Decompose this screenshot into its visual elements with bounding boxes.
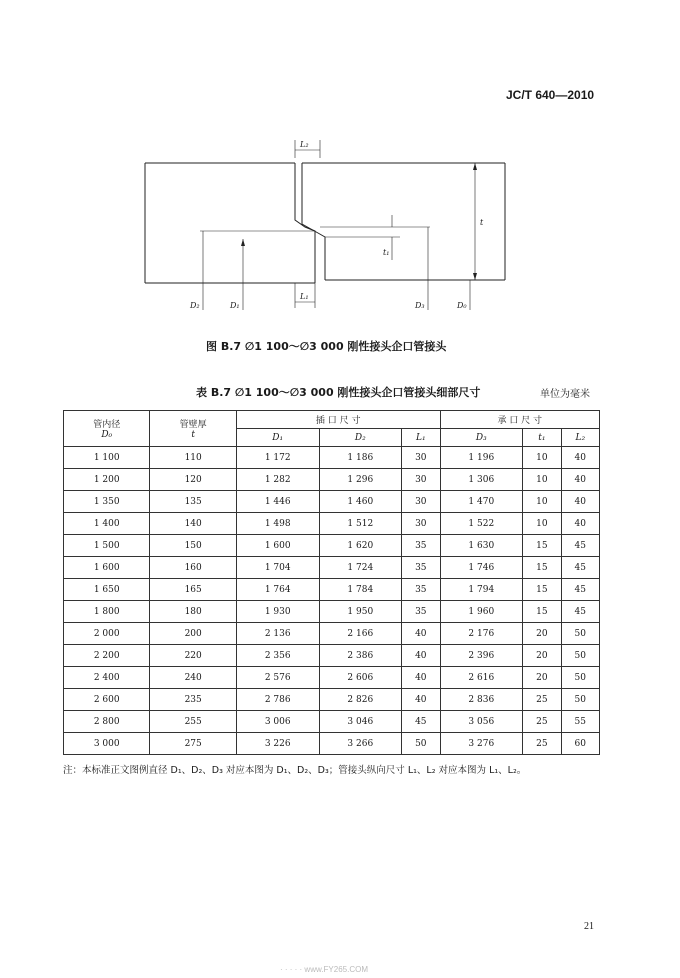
- table-row: [64, 667, 600, 689]
- table-cell: 60: [561, 733, 599, 755]
- table-cell: 15: [523, 557, 561, 579]
- table-cell: 1 350: [64, 491, 150, 513]
- unit-label: 单位为毫米: [540, 389, 590, 400]
- table-cell: 3 000: [64, 733, 150, 755]
- header-d1: D₁: [236, 429, 319, 447]
- table-cell: 30: [402, 469, 440, 491]
- header-t1: t₁: [523, 429, 561, 447]
- table-cell: 1 600: [64, 557, 150, 579]
- header-inner-diameter: 管内径 D₀: [64, 411, 150, 447]
- table-row: [64, 491, 600, 513]
- table-cell: 1 800: [64, 601, 150, 623]
- table-cell: 50: [402, 733, 440, 755]
- socket-profile: [302, 163, 325, 280]
- table-cell: 200: [150, 623, 236, 645]
- table-row: [64, 645, 600, 667]
- table-cell: 40: [402, 645, 440, 667]
- table-row: [64, 623, 600, 645]
- table-cell: 135: [150, 491, 236, 513]
- table-cell: 10: [523, 491, 561, 513]
- table-cell: 2 576: [236, 667, 319, 689]
- table-cell: 1 306: [440, 469, 523, 491]
- page-number: 21: [584, 921, 594, 932]
- table-cell: 2 616: [440, 667, 523, 689]
- table-cell: 255: [150, 711, 236, 733]
- spigot-profile: [295, 163, 315, 283]
- table-cell: 30: [402, 513, 440, 535]
- table-cell: 1 500: [64, 535, 150, 557]
- table-cell: 1 498: [236, 513, 319, 535]
- table-cell: 1 930: [236, 601, 319, 623]
- table-cell: 120: [150, 469, 236, 491]
- table-cell: 1 746: [440, 557, 523, 579]
- table-cell: 2 600: [64, 689, 150, 711]
- table-cell: 50: [561, 667, 599, 689]
- table-cell: 35: [402, 557, 440, 579]
- watermark: · · · · · www.FY265.COM: [280, 965, 369, 974]
- table-cell: 20: [523, 645, 561, 667]
- header-d3: D₃: [440, 429, 523, 447]
- table-cell: 25: [523, 733, 561, 755]
- table-row: [64, 557, 600, 579]
- header-socket-dims: 承 口 尺 寸: [440, 411, 599, 429]
- table-title: 表 B.7 ∅1 100～∅3 000 刚性接头企口管接头细部尺寸: [196, 386, 481, 399]
- table-cell: 1 522: [440, 513, 523, 535]
- table-cell: 3 006: [236, 711, 319, 733]
- table-cell: 1 650: [64, 579, 150, 601]
- table-cell: 220: [150, 645, 236, 667]
- table-cell: 2 386: [319, 645, 402, 667]
- table-cell: 235: [150, 689, 236, 711]
- table-cell: 1 704: [236, 557, 319, 579]
- header-wall-thickness: 管壁厚 t: [150, 411, 236, 447]
- table-cell: 15: [523, 535, 561, 557]
- table-cell: 2 800: [64, 711, 150, 733]
- table-cell: 240: [150, 667, 236, 689]
- label-D0: D₀: [457, 301, 467, 310]
- table-cell: 1 620: [319, 535, 402, 557]
- table-cell: 45: [402, 711, 440, 733]
- table-cell: 15: [523, 579, 561, 601]
- table-cell: 2 176: [440, 623, 523, 645]
- label-L1: L₁: [300, 292, 309, 301]
- table-body: [64, 447, 600, 755]
- table-cell: 180: [150, 601, 236, 623]
- table-row: [64, 601, 600, 623]
- table-cell: 1 950: [319, 601, 402, 623]
- table-cell: 40: [561, 513, 599, 535]
- table-cell: 1 724: [319, 557, 402, 579]
- header-l1: L₁: [402, 429, 440, 447]
- header-spigot-dims: 插 口 尺 寸: [236, 411, 440, 429]
- table-cell: 3 276: [440, 733, 523, 755]
- label-D1: D₁: [230, 301, 240, 310]
- table-cell: 160: [150, 557, 236, 579]
- table-cell: 45: [561, 535, 599, 557]
- table-cell: 20: [523, 667, 561, 689]
- table-cell: 1 512: [319, 513, 402, 535]
- table-cell: 10: [523, 469, 561, 491]
- table-cell: 2 000: [64, 623, 150, 645]
- standard-code: JC/T 640—2010: [506, 88, 595, 102]
- table-note: 注：本标准正文图例直径 D₁、D₂、D₃ 对应本图为 D₁、D₂、D₃；管接头纵向尺寸 L₁、L₂ 对应本图为 L₁、L₂。: [63, 765, 527, 776]
- table-cell: 1 296: [319, 469, 402, 491]
- table-cell: 3 056: [440, 711, 523, 733]
- label-t1: t₁: [383, 248, 390, 257]
- table-cell: 1 764: [236, 579, 319, 601]
- table-cell: 2 826: [319, 689, 402, 711]
- table-cell: 20: [523, 623, 561, 645]
- table-cell: 165: [150, 579, 236, 601]
- table-cell: 30: [402, 491, 440, 513]
- table-cell: 2 836: [440, 689, 523, 711]
- table-cell: 2 200: [64, 645, 150, 667]
- table-cell: 35: [402, 601, 440, 623]
- label-t: t: [480, 218, 484, 227]
- table-cell: 1 200: [64, 469, 150, 491]
- table-cell: 1 446: [236, 491, 319, 513]
- table-row: [64, 733, 600, 755]
- table-cell: 1 196: [440, 447, 523, 469]
- table-cell: 2 606: [319, 667, 402, 689]
- table-row: [64, 579, 600, 601]
- table-row: [64, 469, 600, 491]
- table-cell: 50: [561, 645, 599, 667]
- table-cell: 3 046: [319, 711, 402, 733]
- table-cell: 2 356: [236, 645, 319, 667]
- table-cell: 30: [402, 447, 440, 469]
- header-d2: D₂: [319, 429, 402, 447]
- table-cell: 1 784: [319, 579, 402, 601]
- table-cell: 1 630: [440, 535, 523, 557]
- table-cell: 1 186: [319, 447, 402, 469]
- dimensions-table: [63, 410, 600, 755]
- table-cell: 110: [150, 447, 236, 469]
- table-cell: 40: [402, 667, 440, 689]
- table-cell: 1 100: [64, 447, 150, 469]
- table-row: [64, 689, 600, 711]
- table-cell: 45: [561, 579, 599, 601]
- table-cell: 275: [150, 733, 236, 755]
- table-cell: 40: [402, 623, 440, 645]
- table-cell: 40: [561, 469, 599, 491]
- table-cell: 150: [150, 535, 236, 557]
- table-cell: 2 136: [236, 623, 319, 645]
- table-cell: 15: [523, 601, 561, 623]
- table-cell: 25: [523, 689, 561, 711]
- table-cell: 1 172: [236, 447, 319, 469]
- table-cell: 50: [561, 689, 599, 711]
- table-cell: 2 786: [236, 689, 319, 711]
- table-cell: 35: [402, 579, 440, 601]
- table-cell: 2 166: [319, 623, 402, 645]
- label-D3: D₃: [415, 301, 425, 310]
- table-cell: 3 226: [236, 733, 319, 755]
- table-cell: 3 266: [319, 733, 402, 755]
- label-L2: L₂: [300, 140, 309, 149]
- table-cell: 1 400: [64, 513, 150, 535]
- table-cell: 1 960: [440, 601, 523, 623]
- table-cell: 10: [523, 447, 561, 469]
- table-cell: 50: [561, 623, 599, 645]
- table-row: [64, 711, 600, 733]
- table-cell: 140: [150, 513, 236, 535]
- table-row: [64, 535, 600, 557]
- table-cell: 55: [561, 711, 599, 733]
- table-cell: 40: [402, 689, 440, 711]
- table-cell: 25: [523, 711, 561, 733]
- header-l2: L₂: [561, 429, 599, 447]
- table-cell: 45: [561, 557, 599, 579]
- table-cell: 2 396: [440, 645, 523, 667]
- table-cell: 2 400: [64, 667, 150, 689]
- table-cell: 1 794: [440, 579, 523, 601]
- table-cell: 10: [523, 513, 561, 535]
- table-row: [64, 447, 600, 469]
- table-cell: 45: [561, 601, 599, 623]
- label-D2: D₂: [190, 301, 200, 310]
- table-cell: 1 600: [236, 535, 319, 557]
- table-cell: 1 470: [440, 491, 523, 513]
- table-cell: 40: [561, 491, 599, 513]
- table-row: [64, 513, 600, 535]
- figure-caption: 图 B.7 ∅1 100～∅3 000 刚性接头企口管接头: [206, 340, 447, 353]
- table-cell: 40: [561, 447, 599, 469]
- table-cell: 1 460: [319, 491, 402, 513]
- joint-diagram: [130, 130, 530, 334]
- table-cell: 1 282: [236, 469, 319, 491]
- table-cell: 35: [402, 535, 440, 557]
